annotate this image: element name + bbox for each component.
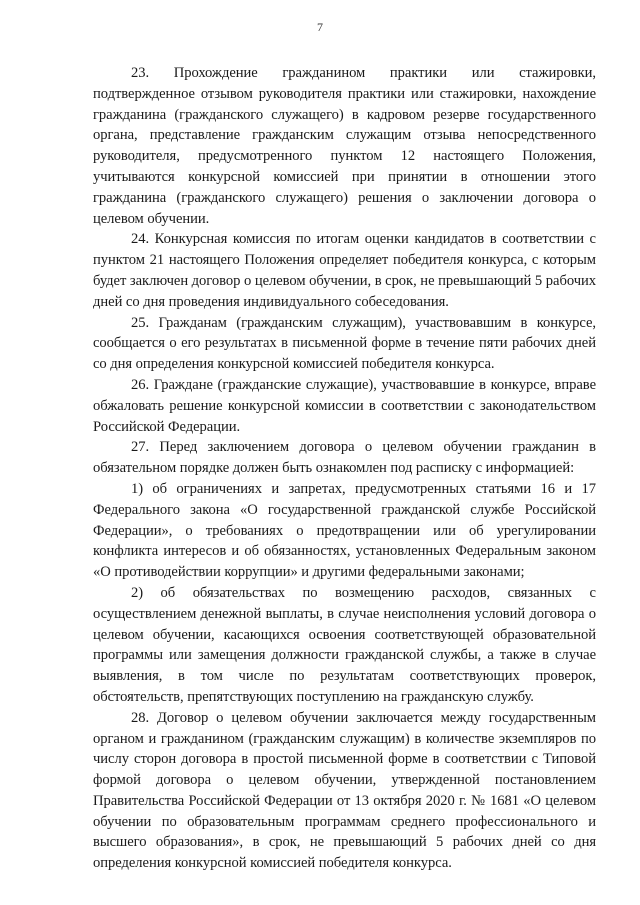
page-number: 7 [317,20,323,34]
paragraph-25: 25. Гражданам (гражданским служащим), участвовавшим в конкурсе, сообщается о его результатах в письменной форме в течение пяти рабочих дней со дня определения конкурсной комиссией победителя конкурса. [93,314,596,373]
paragraph-23: 23. Прохождение гражданином практики или стажировки, подтвержденное отзывом руководителя практики или стажировки, нахождение гражданина (гражданского служащего) в кадровом резерве государственного органа, представление гражданским служащим отзыва непосредственного руководителя, предусмотренного пунктом 12 настоящего Положения, учитываются конкурсной комиссией при принятии в отношении этого гражданина (гражданского служащего) решения о заключении договора о целевом обучении. [93,65,596,227]
paragraph-28: 28. Договор о целевом обучении заключается между государственным органом и гражданином (гражданским служащим) в количестве экземпляров по числу сторон договора в простой письменной форме в соответствии с Типовой формой договора о целевом обучении, утвержденной постановлением Правительства Российской Федерации от 13 октября 2020 г. № 1681 «О целевом обучении по образовательным программам среднего профессионального и высшего образования», в срок, не превышающий 5 рабочих дней со дня определения конкурсной комиссией победителя конкурса. [93,709,596,872]
document-body [93,63,596,874]
paragraph-26: 26. Граждане (гражданские служащие), участвовавшие в конкурсе, вправе обжаловать решение конкурсной комиссии в соответствии с законодательством Российской Федерации. [93,376,596,435]
paragraph-27-item-2: 2) об обязательствах по возмещению расходов, связанных с осуществлением денежной выплаты, в случае неисполнения условий договора о целевом обучении, касающихся освоения соответствующей образовательной программы или замещения должности гражданской службы, а также в случае выявления, в том числе по результатам соответствующих проверок, обстоятельств, препятствующих поступлению на гражданскую службу. [93,584,596,705]
paragraph-27: 27. Перед заключением договора о целевом обучении гражданин в обязательном порядке должен быть ознакомлен под расписку с информацией: [93,439,596,477]
paragraph-27-item-1: 1) об ограничениях и запретах, предусмотренных статьями 16 и 17 Федерального закона «О государственной гражданской службе Российской Федерации», о требованиях о предотвращении или об урегулировании конфликта интересов и об обязанностях, установленных Федеральным законом «О противодействии коррупции» и другими федеральными законами; [93,480,596,581]
paragraph-24: 24. Конкурсная комиссия по итогам оценки кандидатов в соответствии с пунктом 21 настоящего Положения определяет победителя конкурса, с которым будет заключен договор о целевом обучении, в срок, не превышающий 5 рабочих дней со дня проведения индивидуального собеседования. [93,231,596,310]
